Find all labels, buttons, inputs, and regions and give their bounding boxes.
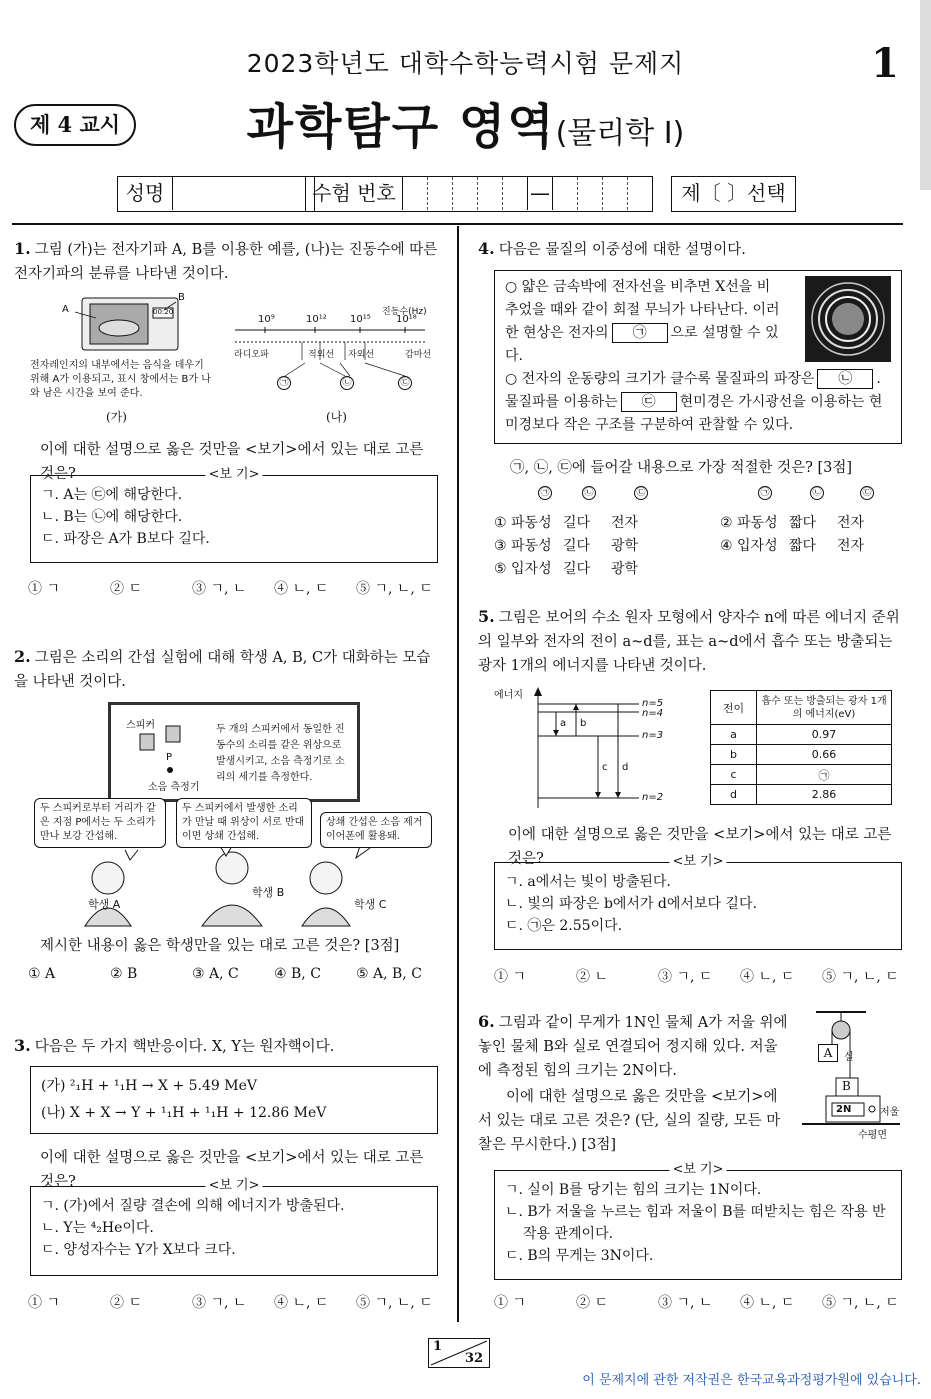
- exam-number-label: 수험 번호: [306, 177, 403, 210]
- q5-number: 5.: [478, 607, 495, 626]
- q5-transition-a: a: [560, 718, 567, 729]
- q6-stem: [478, 1010, 788, 1083]
- q1-bogi-item-3: ㄷ. 파장은 A가 B보다 길다.: [41, 531, 210, 547]
- q4-blank-1: ㉠: [612, 323, 668, 343]
- q1-choice-2[interactable]: ② ㄷ: [110, 581, 142, 597]
- q2-student-c: 학생 C: [354, 898, 387, 911]
- q6-choice-4[interactable]: ④ ㄴ, ㄷ: [740, 1295, 795, 1311]
- q2-number: 2.: [14, 647, 31, 666]
- q6-number: 6.: [478, 1012, 495, 1031]
- q4-p1-text-b: 으로 설명할 수 있다.: [505, 325, 779, 364]
- exam-number-dash: —: [528, 177, 553, 210]
- q6-choice-5[interactable]: ⑤ ㄱ, ㄴ, ㄷ: [822, 1295, 899, 1311]
- q6-text-2: 이에 대한 설명으로 옳은 것만을 <보기>에서 있는 대로 고른 것은? (단, 실의 질량, 모든 마찰은 무시한다.) [3점]: [478, 1089, 781, 1153]
- q4-diffraction-image: [805, 276, 891, 362]
- q6-floor-label: 수평면: [858, 1130, 887, 1141]
- name-box: [117, 176, 315, 212]
- q5-prompt: 이에 대한 설명으로 옳은 것만을 <보기>에서 있는 대로 고른 것은?: [508, 827, 892, 867]
- q1-band-uv: 자외선: [348, 350, 375, 360]
- q4-option-5[interactable]: ⑤ 입자성 길다 광학: [494, 561, 639, 577]
- q2-student-a: 학생 A: [88, 898, 121, 911]
- subject-sub: (물리학 I): [555, 116, 685, 151]
- q3-number: 3.: [14, 1036, 31, 1055]
- q1-label-b: B: [178, 292, 185, 303]
- q2-student-b: 학생 B: [252, 886, 285, 899]
- q1-mark-1: ㉠: [277, 376, 291, 390]
- q2-prompt: 제시한 내용이 옳은 학생만을 있는 대로 고른 것은? [3점]: [40, 938, 400, 954]
- q6-choice-1[interactable]: ① ㄱ: [494, 1295, 526, 1311]
- q6-scale-reading: 2N: [836, 1104, 852, 1115]
- q3-reaction-box: [30, 1066, 438, 1134]
- table-row: a 0.97: [711, 725, 892, 745]
- table-row: b 0.66: [711, 745, 892, 765]
- q2-speaker-label: 스피커: [126, 720, 155, 731]
- exam-number-cells: [403, 177, 652, 210]
- subject-title: [0, 88, 931, 157]
- q4-number: 4.: [478, 239, 495, 258]
- q2-choices: [28, 966, 448, 982]
- q1-panel-na: (나): [326, 410, 347, 424]
- q3-bogi-title: <보 기>: [205, 1177, 262, 1195]
- q4-blank-2: ㉡: [817, 369, 873, 389]
- q1-bogi-item-1: ㄱ. A는 ㉢에 해당한다.: [41, 487, 183, 503]
- q2-choice-5[interactable]: ⑤ A, B, C: [356, 966, 422, 982]
- q2-board-desc: 두 개의 스피커에서 동일한 진동수의 소리를 같은 위상으로 발생시키고, 소음 측정기로 소리의 세기를 측정한다.: [216, 724, 345, 783]
- q5-energy-svg: [494, 684, 704, 814]
- q1-choices: [28, 578, 448, 598]
- q4-stem: [478, 237, 903, 262]
- q4-prompt: ㉠, ㉡, ㉢에 들어갈 내용으로 가장 적절한 것은? [3점]: [510, 460, 853, 476]
- q6-scale-label: 저울: [880, 1107, 900, 1118]
- q6-string-label: 실: [844, 1052, 854, 1063]
- q5-bogi-item-3: ㄷ. ㉠은 2.55이다.: [505, 918, 623, 934]
- q1-tick-3: 10¹⁸: [396, 314, 417, 325]
- q4-option-3[interactable]: ③ 파동성 길다 광학: [494, 538, 639, 554]
- q3-choice-4[interactable]: ④ ㄴ, ㄷ: [274, 1295, 329, 1311]
- q2-bubble-c: 상쇄 간섭은 소음 제거 이어폰에 활용돼.: [320, 812, 432, 848]
- q4-p2-text-b: . 물질파를 이용하는: [505, 371, 881, 410]
- q4-head-1: ㉠: [538, 486, 552, 500]
- q4-p1-text-a: ○ 얇은 금속박에 전자선을 비추면 X선을 비추었을 때와 같이 회절 무늬가 나타난다. 이러한 현상은 전자의: [505, 279, 780, 341]
- q4-paragraph-2: [505, 368, 891, 437]
- q1-bogi-item-2: ㄴ. B는 ㉡에 해당한다.: [41, 509, 183, 525]
- q1-prompt: 이에 대한 설명으로 옳은 것만을 <보기>에서 있는 대로 고른 것은?: [40, 442, 424, 482]
- q6-block-b: B: [842, 1079, 851, 1093]
- q4-head-2: ㉡: [582, 486, 596, 500]
- page-total: 32: [465, 1351, 484, 1366]
- q5-choices: [494, 966, 914, 986]
- q4-option-1[interactable]: ① 파동성 길다 전자: [494, 515, 639, 531]
- q3-choice-2[interactable]: ② ㄷ: [110, 1295, 142, 1311]
- column-divider: [457, 226, 459, 1322]
- q5-level-4: n=4: [642, 708, 664, 719]
- q2-bubble-a: 두 스피커로부터 거리가 같은 지점 P에서는 두 소리가 만나 보강 간섭해.: [34, 798, 166, 848]
- q5-bogi: [494, 854, 902, 950]
- q2-stem: [14, 645, 442, 694]
- page-indicator: [428, 1338, 490, 1368]
- q3-choice-1[interactable]: ① ㄱ: [28, 1295, 60, 1311]
- q5-level-5: n=5: [642, 698, 664, 709]
- header-divider: [12, 223, 903, 225]
- q2-figure: [30, 700, 440, 928]
- q3-choice-3[interactable]: ③ ㄱ, ㄴ: [192, 1295, 247, 1311]
- q4-head-3: ㉢: [634, 486, 648, 500]
- q1-tick-1: 10¹²: [306, 314, 327, 325]
- q1-panel-ga: (가): [106, 410, 127, 424]
- q4-option-2[interactable]: ② 파동성 짧다 전자: [720, 515, 865, 531]
- q1-mark-3: ㉢: [398, 376, 412, 390]
- q4-option-4[interactable]: ④ 입자성 짧다 전자: [720, 538, 865, 554]
- q5-choice-4[interactable]: ④ ㄴ, ㄷ: [740, 969, 795, 985]
- q6-diagram: [796, 1010, 906, 1140]
- period-badge: 제 4 교시: [14, 104, 136, 146]
- q1-text: 그림 (가)는 전자기파 A, B를 이용한 예를, (나)는 진동수에 따른 전자기파의 분류를 나타낸 것이다.: [14, 242, 438, 282]
- q5-energy-table: [710, 690, 892, 805]
- q6-bogi: [494, 1162, 902, 1280]
- table-row: c ㉠: [711, 765, 892, 785]
- q5-transition-d: d: [622, 762, 629, 773]
- q3-choices: [28, 1292, 448, 1312]
- q5-choice-2[interactable]: ② ㄴ: [576, 969, 608, 985]
- q4-head-4: ㉠: [758, 486, 772, 500]
- q1-band-infrared: 적외선: [308, 350, 335, 360]
- q4-head-5: ㉡: [810, 486, 824, 500]
- copyright-notice: 이 문제지에 관한 저작권은 한국교육과정평가원에 있습니다.: [582, 1373, 921, 1388]
- q3-reaction-2: (나) X + X → Y + ¹₁H + ¹₁H + 12.86 MeV: [41, 1105, 327, 1121]
- q3-choice-5[interactable]: ⑤ ㄱ, ㄴ, ㄷ: [356, 1295, 433, 1311]
- q5-bogi-title: <보 기>: [669, 853, 726, 871]
- q3-prompt: 이에 대한 설명으로 옳은 것만을 <보기>에서 있는 대로 고른 것은?: [40, 1150, 424, 1190]
- q5-table-head-transition: 전이: [711, 691, 757, 725]
- q5-text: 그림은 보어의 수소 원자 모형에서 양자수 n에 따른 에너지 준위의 일부와 전자의 전이 a~d를, 표는 a~d에서 흡수 또는 방출되는 광자 1개의 에너지를 나타낸 것이다.: [478, 610, 900, 674]
- q1-freq-unit: 진동수(Hz): [382, 307, 427, 317]
- q1-band-radio: 라디오파: [234, 350, 269, 360]
- q4-text: 다음은 물질의 이중성에 대한 설명이다.: [498, 242, 746, 258]
- q1-bogi: [30, 467, 438, 563]
- q4-head-6: ㉢: [860, 486, 874, 500]
- q6-bogi-item-3: ㄷ. B의 무게는 3N이다.: [505, 1248, 654, 1264]
- q4-p2-text-c: 현미경은 가시광선을 이용하는 현미경보다 작은 구조를 구분하여 관찰할 수 있다.: [505, 394, 883, 433]
- q1-band-gamma: 감마선: [405, 350, 432, 360]
- q1-stem: [14, 237, 442, 286]
- q2-point-p: P: [166, 752, 173, 763]
- q6-bogi-item-1: ㄱ. 실이 B를 당기는 힘의 크기는 1N이다.: [505, 1182, 762, 1198]
- q4-paragraph-1: [505, 276, 783, 368]
- q1-choice-3[interactable]: ③ ㄱ, ㄴ: [192, 581, 247, 597]
- q2-choice-4[interactable]: ④ B, C: [274, 966, 321, 982]
- q5-energy-label: 에너지: [494, 690, 523, 701]
- q1-figure: [20, 290, 440, 430]
- q6-block-a: A: [818, 1044, 838, 1062]
- q5-bogi-item-1: ㄱ. a에서는 빛이 방출된다.: [505, 874, 671, 890]
- q6-choice-2[interactable]: ② ㄷ: [576, 1295, 608, 1311]
- q1-bogi-title: <보 기>: [205, 466, 262, 484]
- q6-figure: [796, 1010, 906, 1140]
- q1-number: 1.: [14, 239, 31, 258]
- q1-label-a: A: [62, 304, 69, 315]
- q1-mark-2: ㉡: [340, 376, 354, 390]
- q3-stem: [14, 1034, 442, 1059]
- q5-transition-b: b: [580, 718, 587, 729]
- q2-choice-2[interactable]: ② B: [110, 966, 138, 982]
- q3-bogi: [30, 1178, 438, 1276]
- q5-choice-5[interactable]: ⑤ ㄱ, ㄴ, ㄷ: [822, 969, 899, 985]
- q3-bogi-item-2: ㄴ. Y는 ⁴₂He이다.: [41, 1220, 154, 1236]
- q2-meter-label: 소음 측정기: [148, 782, 200, 793]
- q5-bogi-item-2: ㄴ. 빛의 파장은 b에서가 d에서보다 길다.: [505, 896, 757, 912]
- q3-bogi-item-1: ㄱ. (가)에서 질량 결손에 의해 에너지가 방출된다.: [41, 1198, 345, 1214]
- q5-choice-3[interactable]: ③ ㄱ, ㄷ: [658, 969, 713, 985]
- page-current: 1: [433, 1339, 443, 1354]
- q6-choice-3[interactable]: ③ ㄱ, ㄴ: [658, 1295, 713, 1311]
- q4-blank-3: ㉢: [621, 392, 677, 412]
- q5-choice-1[interactable]: ① ㄱ: [494, 969, 526, 985]
- q1-display-text: 00:20: [153, 308, 174, 316]
- q5-level-3: n=3: [642, 730, 664, 741]
- q1-caption: 전자레인지의 내부에서는 음식을 데우기 위해 A가 이용되고, 표시 창에서는 B가 나와 남은 시간을 보여 준다.: [30, 360, 211, 399]
- q6-choices: [494, 1292, 914, 1312]
- q2-bubble-b: 두 스피커에서 발생한 소리가 만날 때 위상이 서로 반대이면 상쇄 간섭해.: [176, 798, 312, 848]
- exam-number-box: [305, 176, 653, 212]
- q4-options: [494, 484, 904, 580]
- q3-text: 다음은 두 가지 핵반응이다. X, Y는 원자핵이다.: [34, 1039, 335, 1055]
- q3-reaction-1: (가) ²₁H + ¹₁H → X + 5.49 MeV: [41, 1078, 257, 1094]
- q1-tick-2: 10¹⁵: [350, 314, 371, 325]
- q2-text: 그림은 소리의 간섭 실험에 대해 학생 A, B, C가 대화하는 모습을 나타낸 것이다.: [14, 650, 431, 690]
- q1-tick-0: 10⁹: [258, 314, 275, 325]
- q6-bogi-item-2: ㄴ. B가 저울을 누르는 힘과 저울이 B를 떠받치는 힘은 작용 반작용 관계이다.: [505, 1204, 886, 1242]
- q3-bogi-item-3: ㄷ. 양성자수는 Y가 X보다 크다.: [41, 1242, 236, 1258]
- name-label: 성명: [118, 177, 173, 210]
- q4-p2-text-a: ○ 전자의 운동량의 크기가 클수록 물질파의 파장은: [505, 371, 815, 387]
- q5-table-head-energy: 흡수 또는 방출되는 광자 1개의 에너지(eV): [757, 691, 892, 725]
- selection-box: 제〔 〕선택: [671, 176, 796, 212]
- exam-title: 2023학년도 대학수학능력시험 문제지: [246, 49, 685, 78]
- q2-choice-1[interactable]: ① A: [28, 966, 56, 982]
- q5-stem: [478, 605, 903, 678]
- q5-transition-c: c: [602, 762, 608, 773]
- q4-passage-box: [494, 270, 902, 444]
- q1-choice-1[interactable]: ① ㄱ: [28, 581, 60, 597]
- table-row: d 2.86: [711, 785, 892, 805]
- q2-choice-3[interactable]: ③ A, C: [192, 966, 239, 982]
- q6-text-1: 그림과 같이 무게가 1N인 물체 A가 저울 위에 놓인 물체 B와 실로 연결되어 정지해 있다. 저울에 측정된 힘의 크기는 2N이다.: [478, 1015, 788, 1079]
- q5-level-2: n=2: [642, 792, 664, 803]
- q1-choice-4[interactable]: ④ ㄴ, ㄷ: [274, 581, 329, 597]
- page-number: 1: [871, 40, 899, 87]
- subject-main: 과학탐구 영역: [246, 99, 556, 155]
- q1-choice-5[interactable]: ⑤ ㄱ, ㄴ, ㄷ: [356, 581, 433, 597]
- q6-bogi-title: <보 기>: [669, 1161, 726, 1179]
- q5-energy-diagram: [494, 684, 704, 814]
